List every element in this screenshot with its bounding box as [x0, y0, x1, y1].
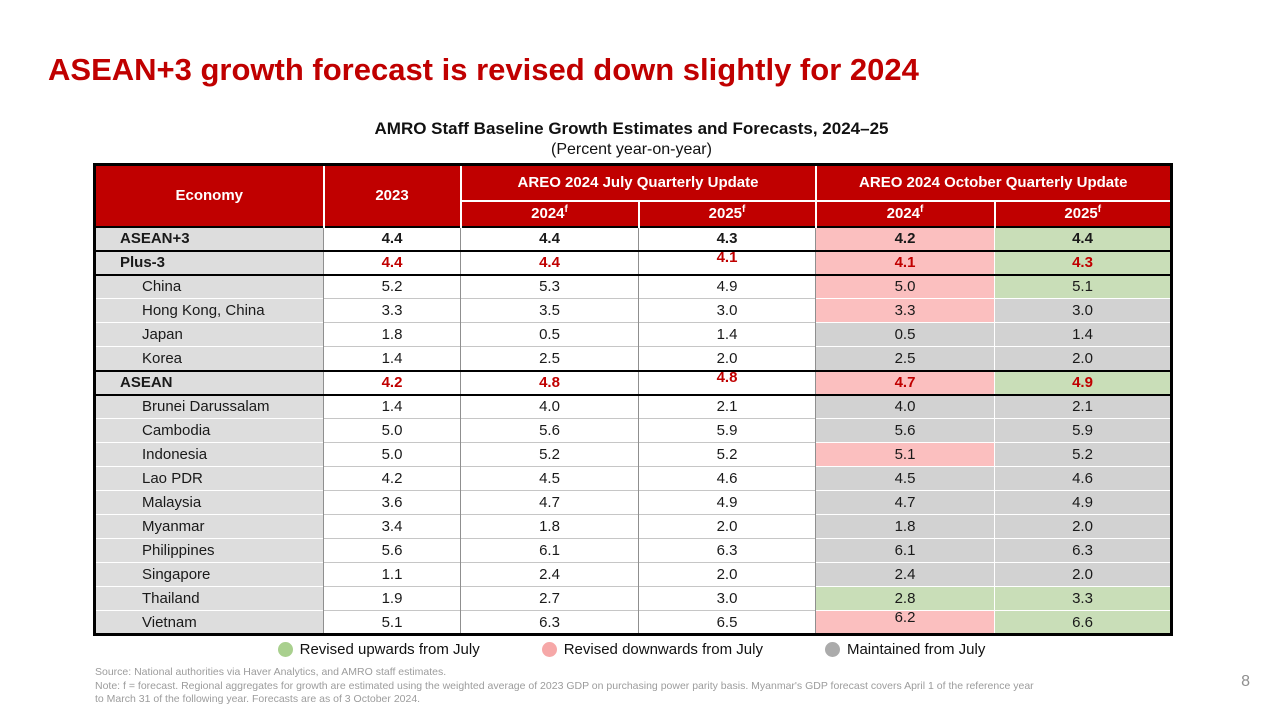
- value-october-2024-cell: 1.8: [816, 515, 995, 539]
- table-row: [95, 539, 1172, 563]
- value-2023-cell: 1.9: [324, 587, 461, 611]
- value-july-2024-cell: 2.7: [461, 587, 639, 611]
- value-2023-cell: 1.4: [324, 347, 461, 371]
- value-2023-cell: 5.6: [324, 539, 461, 563]
- legend-label: Revised upwards from July: [299, 641, 480, 658]
- value-2023-cell: 3.3: [324, 299, 461, 323]
- source-note: Source: National authorities via Haver Analytics, and AMRO staff estimates.: [95, 666, 447, 678]
- value-october-2025-cell: 4.9: [995, 491, 1172, 515]
- legend-label: Revised downwards from July: [563, 641, 763, 658]
- table-title: AMRO Staff Baseline Growth Estimates and Forecasts, 2024–25: [374, 119, 889, 138]
- value-july-2025-cell: 4.9: [639, 491, 816, 515]
- slide-title: ASEAN+3 growth forecast is revised down slightly for 2024: [48, 52, 919, 87]
- economy-cell: Japan: [95, 323, 324, 347]
- value-october-2024-cell: 5.1: [816, 443, 995, 467]
- economy-cell: ASEAN: [95, 371, 324, 395]
- table-row: [95, 323, 1172, 347]
- header-july-2024f: 2024$^f$: [461, 201, 639, 227]
- footnotes: [95, 666, 1040, 707]
- table-row: [95, 395, 1172, 419]
- economy-cell: Indonesia: [95, 443, 324, 467]
- economy-cell: Philippines: [95, 539, 324, 563]
- value-2023-cell: 5.0: [324, 419, 461, 443]
- header-october-group: AREO 2024 October Quarterly Update: [816, 165, 1172, 201]
- value-october-2025-cell: 2.1: [995, 395, 1172, 419]
- legend-label: Maintained from July: [846, 641, 986, 658]
- economy-cell: Vietnam: [95, 611, 324, 635]
- value-october-2025-cell: 2.0: [995, 515, 1172, 539]
- value-july-2025-cell: 2.0: [639, 347, 816, 371]
- value-july-2024-cell: 4.5: [461, 467, 639, 491]
- value-july-2025-cell: 2.1: [639, 395, 816, 419]
- value-july-2024-cell: 5.6: [461, 419, 639, 443]
- value-july-2025-cell: 5.9: [639, 419, 816, 443]
- value-july-2025-cell: 4.8: [639, 371, 816, 395]
- economy-cell: Lao PDR: [95, 467, 324, 491]
- value-october-2024-cell: 4.7: [816, 371, 995, 395]
- value-july-2024-cell: 6.1: [461, 539, 639, 563]
- value-october-2025-cell: 2.0: [995, 563, 1172, 587]
- table-body: [95, 227, 1172, 635]
- header-october-2025f: 2025$^f$: [995, 201, 1172, 227]
- economy-cell: Cambodia: [95, 419, 324, 443]
- header-economy: Economy: [95, 165, 324, 227]
- value-2023-cell: 4.2: [324, 371, 461, 395]
- value-october-2024-cell: 4.7: [816, 491, 995, 515]
- legend-down-dot: [542, 642, 557, 657]
- legend-item: [278, 641, 480, 658]
- value-july-2025-cell: 1.4: [639, 323, 816, 347]
- value-july-2025-cell: 6.5: [639, 611, 816, 635]
- value-july-2024-cell: 5.2: [461, 443, 639, 467]
- table-row: [95, 467, 1172, 491]
- economy-cell: Brunei Darussalam: [95, 395, 324, 419]
- value-july-2024-cell: 2.5: [461, 347, 639, 371]
- value-october-2024-cell: 4.0: [816, 395, 995, 419]
- value-october-2024-cell: 0.5: [816, 323, 995, 347]
- economy-cell: Plus-3: [95, 251, 324, 275]
- value-july-2025-cell: 4.6: [639, 467, 816, 491]
- value-october-2024-cell: 2.5: [816, 347, 995, 371]
- economy-cell: Hong Kong, China: [95, 299, 324, 323]
- value-july-2024-cell: 4.8: [461, 371, 639, 395]
- table-row: [95, 371, 1172, 395]
- value-2023-cell: 1.4: [324, 395, 461, 419]
- table-row: [95, 587, 1172, 611]
- table-row: [95, 299, 1172, 323]
- header-october-2024f: 2024$^f$: [816, 201, 995, 227]
- value-july-2025-cell: 4.1: [639, 251, 816, 275]
- value-2023-cell: 3.6: [324, 491, 461, 515]
- value-2023-cell: 5.2: [324, 275, 461, 299]
- value-october-2025-cell: 4.3: [995, 251, 1172, 275]
- value-july-2024-cell: 6.3: [461, 611, 639, 635]
- table-row: [95, 227, 1172, 251]
- forecast-flag: f: [564, 204, 568, 215]
- forecast-table: [93, 163, 1173, 636]
- value-july-2025-cell: 5.2: [639, 443, 816, 467]
- value-october-2025-cell: 3.3: [995, 587, 1172, 611]
- table-row: [95, 563, 1172, 587]
- table-row: [95, 443, 1172, 467]
- value-july-2024-cell: 4.4: [461, 251, 639, 275]
- value-july-2025-cell: 6.3: [639, 539, 816, 563]
- value-october-2025-cell: 5.1: [995, 275, 1172, 299]
- value-july-2024-cell: 4.4: [461, 227, 639, 251]
- value-july-2025-cell: 4.9: [639, 275, 816, 299]
- value-2023-cell: 1.8: [324, 323, 461, 347]
- value-october-2025-cell: 5.9: [995, 419, 1172, 443]
- value-october-2024-cell: 4.5: [816, 467, 995, 491]
- economy-cell: China: [95, 275, 324, 299]
- table-row: [95, 515, 1172, 539]
- economy-cell: Singapore: [95, 563, 324, 587]
- value-july-2024-cell: 4.7: [461, 491, 639, 515]
- value-2023-cell: 3.4: [324, 515, 461, 539]
- value-october-2024-cell: 6.1: [816, 539, 995, 563]
- header-july-group: AREO 2024 July Quarterly Update: [461, 165, 816, 201]
- value-july-2024-cell: 4.0: [461, 395, 639, 419]
- value-july-2024-cell: 1.8: [461, 515, 639, 539]
- legend-item: [825, 641, 985, 658]
- value-october-2024-cell: 2.8: [816, 587, 995, 611]
- legend: [93, 641, 1170, 658]
- value-july-2024-cell: 5.3: [461, 275, 639, 299]
- value-october-2025-cell: 2.0: [995, 347, 1172, 371]
- value-october-2024-cell: 4.1: [816, 251, 995, 275]
- legend-up-dot: [278, 642, 293, 657]
- value-july-2025-cell: 2.0: [639, 563, 816, 587]
- table-subtitle: (Percent year-on-year): [551, 141, 712, 158]
- value-july-2025-cell: 2.0: [639, 515, 816, 539]
- table-caption: [93, 119, 1170, 159]
- value-2023-cell: 5.0: [324, 443, 461, 467]
- value-october-2024-cell: 5.6: [816, 419, 995, 443]
- value-july-2025-cell: 4.3: [639, 227, 816, 251]
- value-july-2025-cell: 3.0: [639, 587, 816, 611]
- value-2023-cell: 4.4: [324, 251, 461, 275]
- table-row: [95, 419, 1172, 443]
- header-2023: 2023: [324, 165, 461, 227]
- value-october-2024-cell: 3.3: [816, 299, 995, 323]
- value-october-2025-cell: 6.3: [995, 539, 1172, 563]
- forecast-flag: f: [742, 204, 746, 215]
- value-october-2025-cell: 3.0: [995, 299, 1172, 323]
- page-number: 8: [1241, 673, 1250, 690]
- economy-cell: Korea: [95, 347, 324, 371]
- table-row: [95, 491, 1172, 515]
- value-july-2024-cell: 3.5: [461, 299, 639, 323]
- value-october-2025-cell: 1.4: [995, 323, 1172, 347]
- value-july-2024-cell: 2.4: [461, 563, 639, 587]
- header-july-2025f: 2025$^f$: [639, 201, 816, 227]
- value-october-2025-cell: 6.6: [995, 611, 1172, 635]
- forecast-flag: f: [920, 204, 924, 215]
- value-october-2024-cell: 6.2: [816, 611, 995, 635]
- forecast-flag: f: [1097, 204, 1102, 215]
- economy-cell: Malaysia: [95, 491, 324, 515]
- economy-cell: ASEAN+3: [95, 227, 324, 251]
- value-2023-cell: 1.1: [324, 563, 461, 587]
- value-october-2025-cell: 5.2: [995, 443, 1172, 467]
- forecast-note: Note: f = forecast. Regional aggregates for growth are estimated using the weighted average of 2023 GDP on purchasing power parity basis. Myanmar's GDP forecast covers April 1 of the reference year to March 31 of the following year. Forecasts are as of 3 October 2024.: [95, 679, 1034, 705]
- value-2023-cell: 4.2: [324, 467, 461, 491]
- value-october-2024-cell: 2.4: [816, 563, 995, 587]
- table-header: [95, 165, 1172, 227]
- value-july-2025-cell: 3.0: [639, 299, 816, 323]
- table-row: [95, 347, 1172, 371]
- value-october-2024-cell: 4.2: [816, 227, 995, 251]
- value-october-2025-cell: 4.9: [995, 371, 1172, 395]
- table-row: [95, 611, 1172, 635]
- table-row: [95, 251, 1172, 275]
- legend-item: [542, 641, 763, 658]
- value-october-2025-cell: 4.4: [995, 227, 1172, 251]
- value-2023-cell: 4.4: [324, 227, 461, 251]
- value-july-2024-cell: 0.5: [461, 323, 639, 347]
- value-october-2025-cell: 4.6: [995, 467, 1172, 491]
- value-october-2024-cell: 5.0: [816, 275, 995, 299]
- value-2023-cell: 5.1: [324, 611, 461, 635]
- table-row: [95, 275, 1172, 299]
- legend-same-dot: [825, 642, 840, 657]
- economy-cell: Myanmar: [95, 515, 324, 539]
- economy-cell: Thailand: [95, 587, 324, 611]
